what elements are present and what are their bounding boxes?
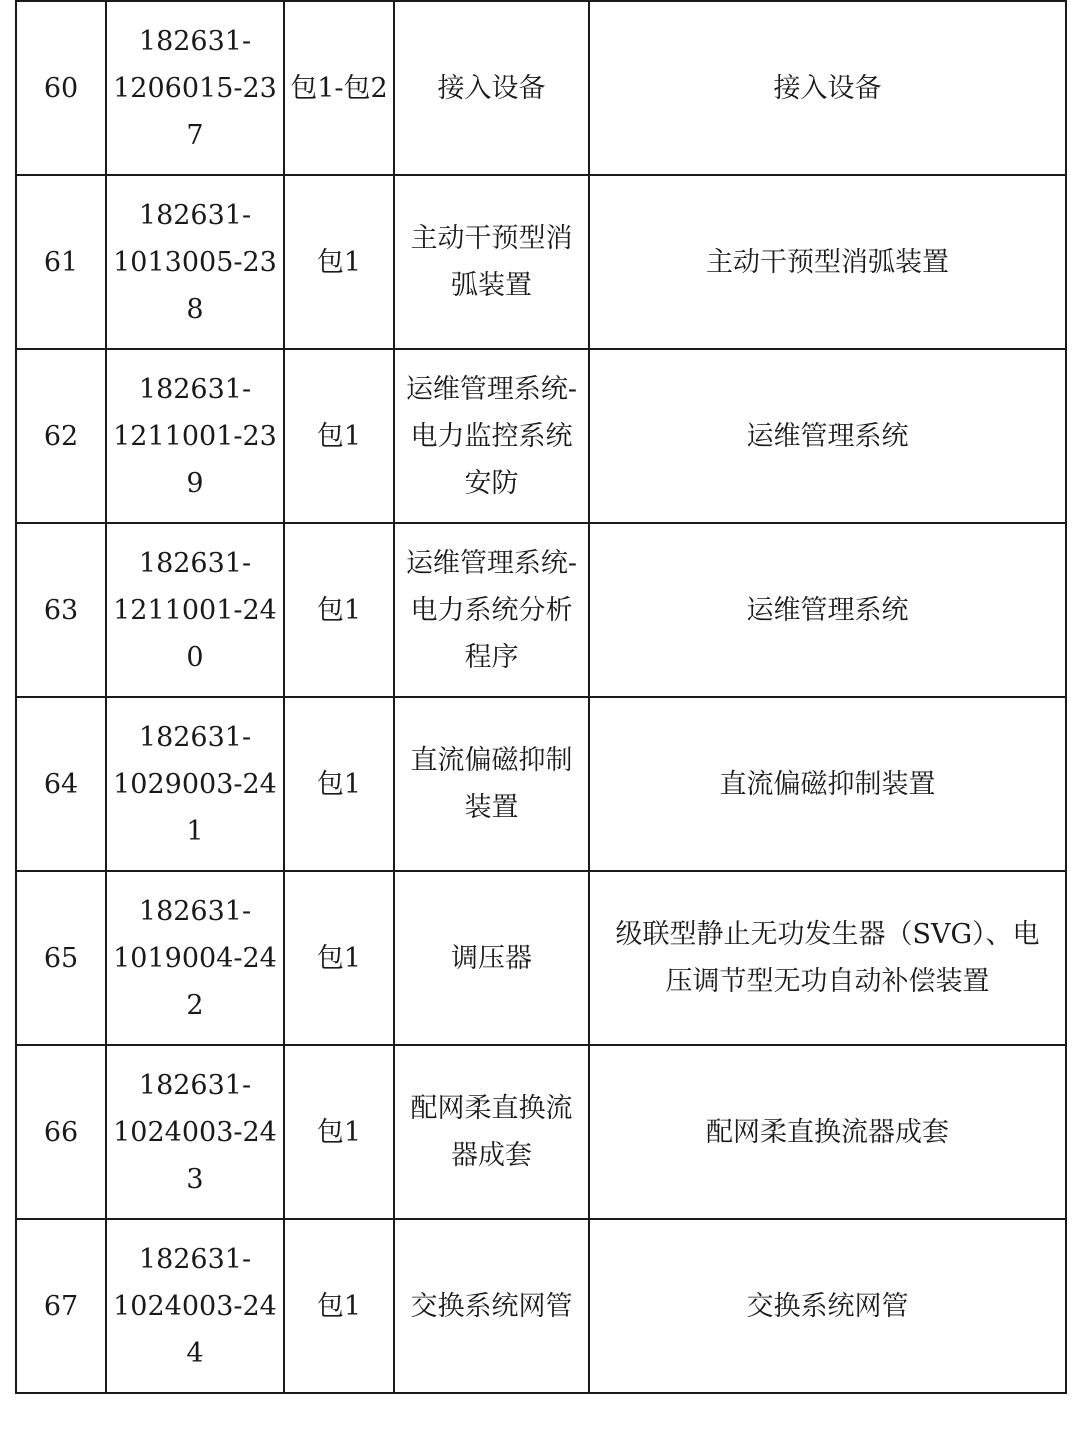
item-description: 直流偏磁抑制装置: [589, 697, 1066, 871]
item-description: 交换系统网管: [589, 1219, 1066, 1393]
item-code-line2: 1013005-238: [113, 246, 277, 325]
item-code: [106, 523, 284, 697]
item-code-line2: 1211001-240: [113, 594, 277, 673]
row-number: 61: [16, 175, 106, 349]
item-code: [106, 1219, 284, 1393]
package-cell: 包1: [284, 871, 394, 1045]
package-cell: 包1: [284, 697, 394, 871]
item-name: 运维管理系统-电力监控系统安防: [394, 349, 589, 523]
table-row: [16, 523, 1066, 697]
item-code: [106, 349, 284, 523]
item-code: [106, 175, 284, 349]
item-description: 运维管理系统: [589, 349, 1066, 523]
item-code-line1: 182631-: [138, 1069, 252, 1101]
row-number: 67: [16, 1219, 106, 1393]
table-row: [16, 871, 1066, 1045]
item-code-line1: 182631-: [138, 721, 252, 753]
item-code-line1: 182631-: [138, 199, 252, 231]
row-number: 62: [16, 349, 106, 523]
item-code-line1: 182631-: [138, 373, 252, 405]
item-description: 配网柔直换流器成套: [589, 1045, 1066, 1219]
item-name: 直流偏磁抑制装置: [394, 697, 589, 871]
package-cell: 包1: [284, 349, 394, 523]
row-number: 60: [16, 1, 106, 175]
item-code-line1: 182631-: [138, 895, 252, 927]
item-code-line2: 1211001-239: [113, 420, 277, 499]
item-code-line2: 1206015-237: [113, 72, 277, 151]
item-code-line1: 182631-: [138, 1243, 252, 1275]
item-name: 接入设备: [394, 1, 589, 175]
item-name: 主动干预型消弧装置: [394, 175, 589, 349]
item-code: [106, 1, 284, 175]
item-code-line2: 1019004-242: [113, 942, 277, 1021]
item-code-line1: 182631-: [138, 25, 252, 57]
table-row: [16, 697, 1066, 871]
item-name: 配网柔直换流器成套: [394, 1045, 589, 1219]
table-row: [16, 175, 1066, 349]
package-cell: 包1: [284, 1045, 394, 1219]
item-description: 主动干预型消弧装置: [589, 175, 1066, 349]
item-code-line1: 182631-: [138, 547, 252, 579]
item-description: 接入设备: [589, 1, 1066, 175]
item-name: 运维管理系统-电力系统分析程序: [394, 523, 589, 697]
row-number: 65: [16, 871, 106, 1045]
item-description: 运维管理系统: [589, 523, 1066, 697]
package-cell: 包1: [284, 1219, 394, 1393]
item-description: 级联型静止无功发生器（SVG）、电压调节型无功自动补偿装置: [589, 871, 1066, 1045]
item-name: 调压器: [394, 871, 589, 1045]
row-number: 64: [16, 697, 106, 871]
table-body: [16, 1, 1066, 1393]
table-row: [16, 349, 1066, 523]
item-code: [106, 1045, 284, 1219]
table-row: [16, 1, 1066, 175]
row-number: 66: [16, 1045, 106, 1219]
item-code: [106, 697, 284, 871]
equipment-table: [15, 0, 1067, 1394]
item-code: [106, 871, 284, 1045]
item-code-line2: 1024003-244: [113, 1290, 277, 1369]
table-row: [16, 1045, 1066, 1219]
package-cell: 包1: [284, 523, 394, 697]
table-row: [16, 1219, 1066, 1393]
package-cell: 包1-包2: [284, 1, 394, 175]
item-code-line2: 1029003-241: [113, 768, 277, 847]
package-cell: 包1: [284, 175, 394, 349]
item-code-line2: 1024003-243: [113, 1116, 277, 1195]
row-number: 63: [16, 523, 106, 697]
item-name: 交换系统网管: [394, 1219, 589, 1393]
